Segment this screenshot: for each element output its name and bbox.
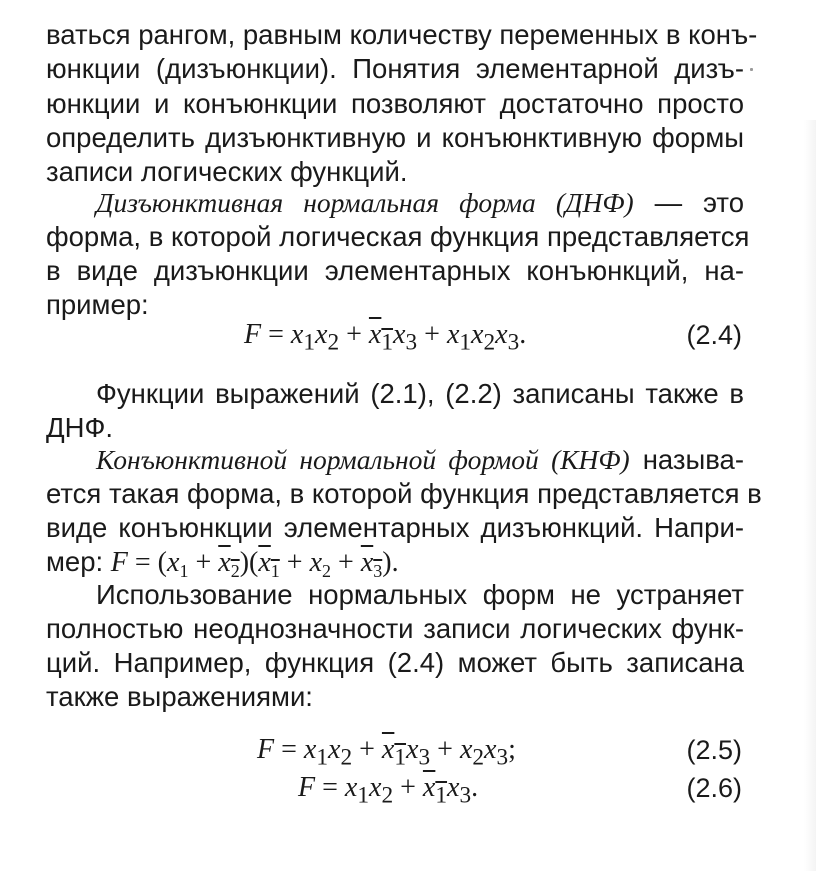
text-line: записи логических функций.: [46, 156, 408, 187]
inline-formula-knf: $F = (x_1 + x_2)(x_1 + x_2 + x_3)$.: [110, 547, 399, 581]
text-line: форма, в которой логическая функция представляется: [46, 221, 750, 252]
text-line: юнкции и конъюнкции позволяют достаточно просто: [46, 88, 744, 119]
definition-line: [96, 443, 744, 477]
text-line: виде конъюнкции элементарных дизъюнкций. Напри-: [46, 512, 744, 543]
text-line: юнкции (дизъюнкции). Понятия элементарной дизъ-: [46, 53, 744, 84]
page-edge-shadow: [804, 120, 816, 871]
text-line: пример:: [46, 289, 149, 320]
text-fragment: — это: [654, 187, 745, 218]
scan-speck: [750, 68, 753, 71]
text-line: ваться рангом, равным количеству переменных в конъ-: [46, 19, 758, 50]
equation-number: (2.6): [686, 773, 742, 803]
text-line: определить дизъюнктивную и конъюнктивную формы: [46, 122, 744, 153]
text-line-with-formula: [46, 545, 744, 579]
equation-2-6: $F = x_1x_2 + x_1x_3$.: [298, 772, 479, 809]
text-line: Функции выражений (2.1), (2.2) записаны также в: [96, 378, 744, 409]
text-line: ется такая форма, в которой функция представляется в: [46, 478, 762, 509]
text-line: в виде дизъюнкции элементарных конъюнкций, на-: [46, 255, 744, 286]
text-line: ДНФ.: [46, 412, 114, 443]
text-line: ций. Например, функция (2.4) может быть записана: [46, 647, 744, 678]
equation-number: (2.5): [686, 735, 742, 765]
text-fragment: называ-: [642, 444, 745, 475]
text-fragment: мер:: [46, 546, 104, 577]
term-dnf: Дизъюнктивная нормальная форма (ДНФ): [96, 187, 634, 218]
text-line: Использование нормальных форм не устраняет: [96, 579, 744, 610]
equation-number: (2.4): [686, 320, 742, 350]
text-line: полностью неоднозначности записи логических функ-: [46, 613, 744, 644]
term-knf: Конъюнктивной нормальной формой (КНФ): [96, 444, 630, 475]
equation-2-4: $F = x_1x_2 + x_1x_3 + x_1x_2x_3$.: [244, 319, 527, 356]
text-line: также выражениями:: [46, 681, 313, 712]
definition-line: [96, 186, 744, 220]
equation-2-5: $F = x_1x_2 + x_1x_3 + x_2x_3$;: [257, 734, 516, 771]
